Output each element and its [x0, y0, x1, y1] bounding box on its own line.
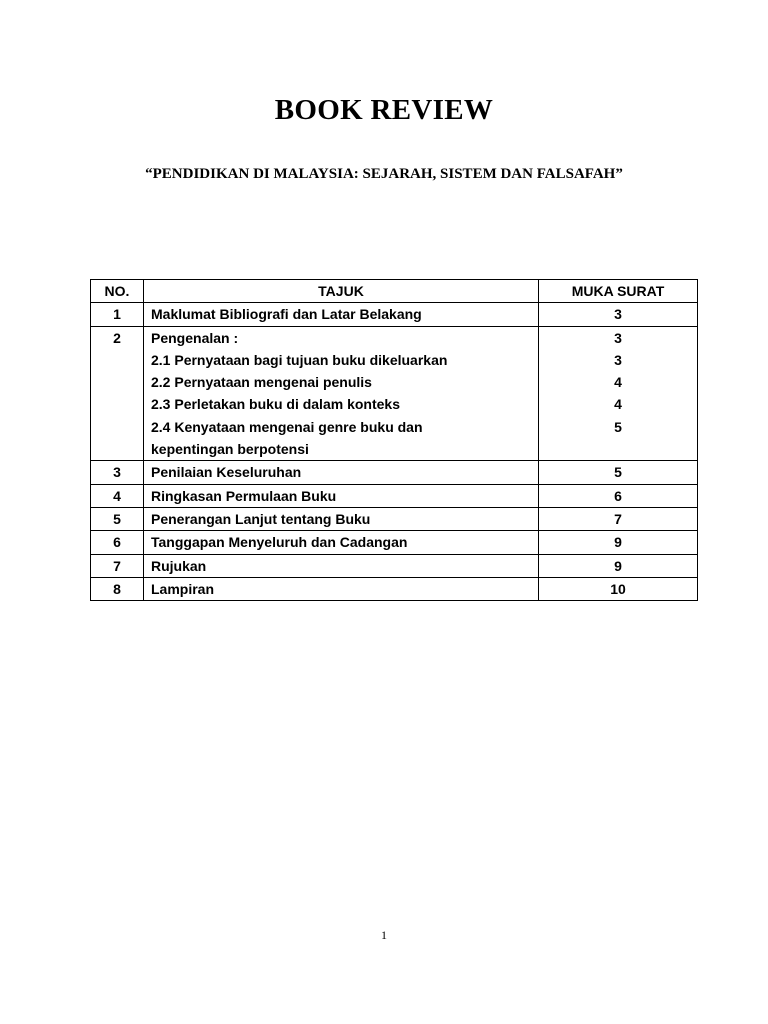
document-title: BOOK REVIEW [274, 94, 494, 126]
table-of-contents [90, 279, 698, 601]
row-page-line: 5 [614, 464, 622, 481]
row-page-line: 6 [614, 487, 622, 504]
row-title [144, 303, 539, 326]
row-page-line: 5 [614, 418, 622, 435]
row-title [144, 577, 539, 600]
row-title-line: Penerangan Lanjut tentang Buku [151, 510, 371, 527]
row-page-line [546, 438, 690, 460]
header-no: NO. [91, 280, 144, 303]
table-row [91, 507, 698, 530]
table-row [91, 484, 698, 507]
row-title-line: 2.4 Kenyataan mengenai genre buku dan [151, 418, 423, 435]
row-title-line: kepentingan berpotensi [151, 441, 309, 458]
row-page [539, 303, 698, 326]
document-subtitle: “PENDIDIKAN DI MALAYSIA: SEJARAH, SISTEM DAN FALSAFAH” [145, 166, 623, 182]
header-page: MUKA SURAT [539, 280, 698, 303]
row-number: 4 [91, 484, 144, 507]
row-page-line: 3 [614, 329, 622, 346]
table-row [91, 554, 698, 577]
row-title [144, 484, 539, 507]
table-row [91, 531, 698, 554]
table-body [91, 303, 698, 601]
row-page-line: 3 [614, 351, 622, 368]
row-number: 7 [91, 554, 144, 577]
row-title-line: Maklumat Bibliografi dan Latar Belakang [151, 306, 422, 323]
row-page-line: 7 [614, 510, 622, 527]
row-title-line: Rujukan [151, 557, 207, 574]
row-number: 5 [91, 507, 144, 530]
row-page [539, 577, 698, 600]
row-title-line: Penilaian Keseluruhan [151, 464, 302, 481]
row-number: 3 [91, 461, 144, 484]
row-number: 1 [91, 303, 144, 326]
row-number: 6 [91, 531, 144, 554]
row-page-line: 9 [614, 534, 622, 551]
row-page-line: 9 [614, 557, 622, 574]
page-number: 1 [381, 928, 387, 942]
row-title-line: 2.1 Pernyataan bagi tujuan buku dikeluarkan [151, 351, 448, 368]
row-page [539, 326, 698, 461]
row-title [144, 507, 539, 530]
row-title-line: Pengenalan : [151, 329, 239, 346]
table-header-row [91, 280, 698, 303]
row-title [144, 326, 539, 461]
table-row [91, 303, 698, 326]
row-title-line: 2.3 Perletakan buku di dalam konteks [151, 396, 400, 413]
row-number: 8 [91, 577, 144, 600]
table-row [91, 461, 698, 484]
row-page [539, 554, 698, 577]
row-title [144, 531, 539, 554]
table-row [91, 577, 698, 600]
row-page-line: 4 [614, 374, 622, 391]
row-page-line: 10 [610, 580, 626, 597]
row-number: 2 [91, 326, 144, 461]
row-page [539, 461, 698, 484]
header-title: TAJUK [144, 280, 539, 303]
row-page-line: 4 [614, 396, 622, 413]
row-page [539, 507, 698, 530]
row-title-line: Tanggapan Menyeluruh dan Cadangan [151, 534, 408, 551]
row-page [539, 484, 698, 507]
row-title-line: Ringkasan Permulaan Buku [151, 487, 337, 504]
row-page [539, 531, 698, 554]
row-title [144, 554, 539, 577]
row-title-line: 2.2 Pernyataan mengenai penulis [151, 374, 372, 391]
row-title [144, 461, 539, 484]
row-title-line: Lampiran [151, 580, 215, 597]
row-page-line: 3 [614, 306, 622, 323]
table-row [91, 326, 698, 461]
